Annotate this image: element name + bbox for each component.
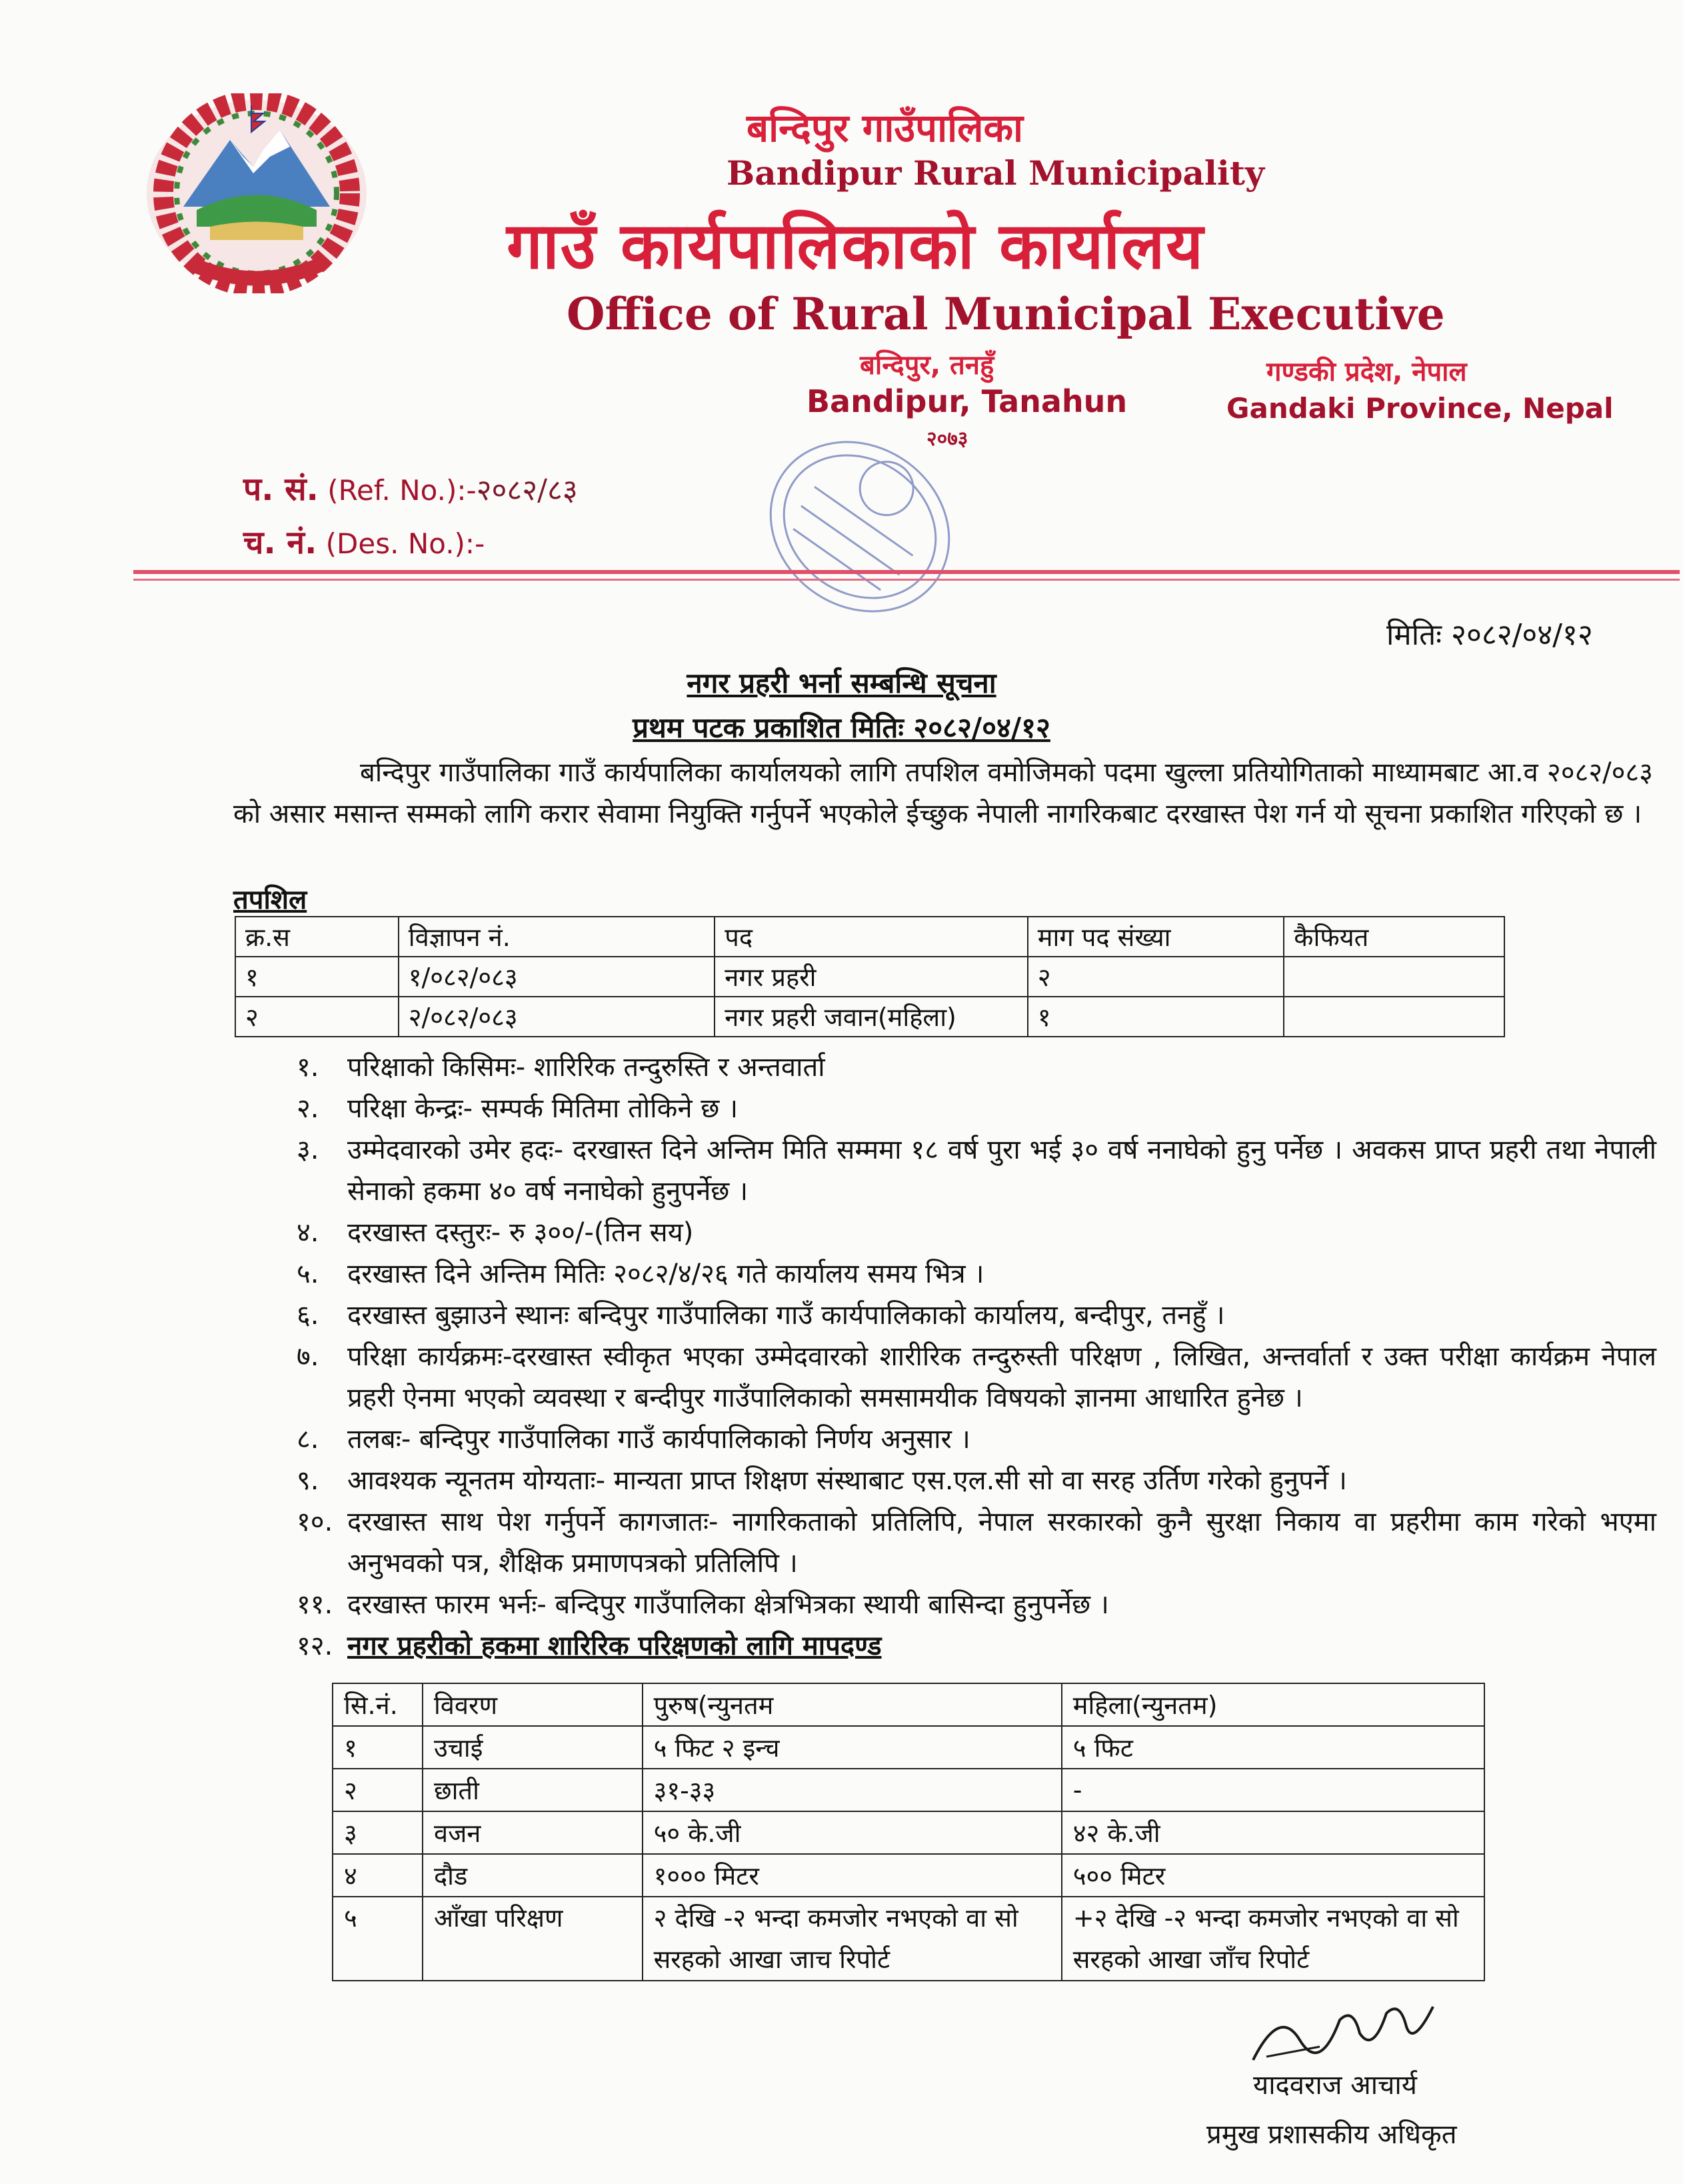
table-header-row xyxy=(333,1683,1484,1726)
item-number: ७. xyxy=(297,1341,319,1372)
table-row xyxy=(235,957,1504,997)
municipality-name-english: Bandipur Rural Municipality xyxy=(727,153,1265,193)
item-text: तलबः- बन्दिपुर गाउँपालिका गाउँ कार्यपालिकाको निर्णय अनुसार । xyxy=(347,1424,970,1455)
item-number: ४. xyxy=(297,1217,319,1248)
table-cell: ५ फिट २ इन्च xyxy=(643,1726,1062,1769)
table-cell: वजन xyxy=(423,1811,643,1854)
table-cell: छाती xyxy=(423,1769,643,1811)
item-text: परिक्षा कार्यक्रमः-दरखास्त स्वीकृत भएका उम्मेदवारको शारीरिक तन्दुरुस्ती परिक्षण , लिखित, अन्तर्वार्ता र उक्त परीक्षा कार्यक्रम नेपाल प्रहरी ऐनमा भएको व्यवस्था र बन्दीपुर गाउँपालिकाको समसामयीक विषयको ज्ञानमा आधारित हुनेछ । xyxy=(347,1341,1656,1413)
list-item xyxy=(297,1584,1656,1625)
table-cell: ५० के.जी xyxy=(643,1811,1062,1854)
table-cell: ५ xyxy=(333,1897,423,1981)
notice-date: मितिः २०८२/०४/१२ xyxy=(1386,618,1593,652)
conditions-list xyxy=(297,1047,1656,1667)
table-cell: नगर प्रहरी xyxy=(715,957,1028,997)
table-cell: दौड xyxy=(423,1854,643,1897)
table-cell xyxy=(1284,997,1504,1037)
table-row xyxy=(333,1769,1484,1811)
table-cell: १ xyxy=(333,1726,423,1769)
item-text: दरखास्त साथ पेश गर्नुपर्ने कागजातः- नागरिकताको प्रतिलिपि, नेपाल सरकारको कुनै सुरक्षा निकाय वा प्रहरीमा काम गरेको भएमा अनुभवको पत्र, शैक्षिक प्रमाणपत्रको प्रतिलिपि । xyxy=(347,1507,1656,1579)
notice-subtitle-text: प्रथम पटक प्रकाशित मितिः २०८२/०४/१२ xyxy=(633,711,1050,744)
table-cell: १ xyxy=(1028,997,1284,1037)
table-cell: उचाई xyxy=(423,1726,643,1769)
item-number: ६. xyxy=(297,1300,319,1331)
list-item xyxy=(297,1501,1656,1584)
table-cell: ५ फिट xyxy=(1062,1726,1484,1769)
table-row xyxy=(333,1854,1484,1897)
table-row xyxy=(235,997,1504,1037)
province-english: Gandaki Province, Nepal xyxy=(1226,392,1614,425)
province-nepali: गण्डकी प्रदेश, नेपाल xyxy=(1266,357,1467,387)
item-text: दरखास्त दिने अन्तिम मितिः २०८२/४/२६ गते कार्यालय समय भित्र । xyxy=(347,1259,984,1289)
dispatch-number xyxy=(243,520,485,563)
col-header: पुरुष(न्युनतम xyxy=(643,1683,1062,1726)
item-number: ११. xyxy=(297,1589,333,1620)
item-text: परिक्षाको किसिमः- शारिरिक तन्दुरुस्ति र अन्तवार्ता xyxy=(347,1052,825,1083)
list-item xyxy=(297,1295,1656,1336)
table-cell: ३१-३३ xyxy=(643,1769,1062,1811)
item-text: नगर प्रहरीको हकमा शारिरिक परिक्षणको लागि मापदण्ड xyxy=(347,1631,882,1661)
col-header: पद xyxy=(715,917,1028,957)
table-cell: +२ देखि -२ भन्दा कमजोर नभएको वा सो सरहको आखा जाँच रिपोर्ट xyxy=(1062,1897,1484,1981)
positions-table xyxy=(235,916,1505,1037)
item-number: २. xyxy=(297,1093,319,1124)
nepal-emblem xyxy=(137,93,377,293)
table-cell: आँखा परिक्षण xyxy=(423,1897,643,1981)
item-number: १०. xyxy=(297,1507,333,1537)
place-english: Bandipur, Tanahun xyxy=(807,383,1128,419)
item-number: ५. xyxy=(297,1259,319,1289)
list-item xyxy=(297,1088,1656,1129)
table-cell: २ xyxy=(235,997,399,1037)
list-item xyxy=(297,1212,1656,1253)
list-item xyxy=(297,1460,1656,1501)
table-cell: ४ xyxy=(333,1854,423,1897)
item-number: १२. xyxy=(297,1631,333,1661)
col-header: विज्ञापन नं. xyxy=(399,917,715,957)
office-stamp xyxy=(760,427,960,627)
table-cell: ३ xyxy=(333,1811,423,1854)
notice-title-text: नगर प्रहरी भर्ना सम्बन्धि सूचना xyxy=(687,667,996,699)
physical-standards-table xyxy=(332,1683,1485,1981)
item-text: दरखास्त दस्तुरः- रु ३००/-(तिन सय) xyxy=(347,1217,694,1248)
list-item xyxy=(297,1336,1656,1419)
table-cell: २/०८२/०८३ xyxy=(399,997,715,1037)
item-text: उम्मेदवारको उमेर हदः- दरखास्त दिने अन्तिम मिति सम्ममा १८ वर्ष पुरा भई ३० वर्ष ननाघेको हुनु पर्नेछ । अवकस प्राप्त प्रहरी तथा नेपाली सेनाको हकमा ४० वर्ष ननाघेको हुनुपर्नेछ । xyxy=(347,1135,1656,1207)
table-cell: ५०० मिटर xyxy=(1062,1854,1484,1897)
table-cell: - xyxy=(1062,1769,1484,1811)
table-cell: १ xyxy=(235,957,399,997)
ref-value: २०८२/८३ xyxy=(476,473,578,507)
municipality-name-nepali: बन्दिपुर गाउँपालिका xyxy=(747,105,1024,151)
col-header: माग पद संख्या xyxy=(1028,917,1284,957)
table-cell: नगर प्रहरी जवान(महिला) xyxy=(715,997,1028,1037)
item-number: ९. xyxy=(297,1465,319,1496)
intro-paragraph: बन्दिपुर गाउँपालिका गाउँ कार्यपालिका कार्यालयको लागि तपशिल वमोजिमको पदमा खुल्ला प्रतियोगिताको माध्यामबाट आ.व २०८२/०८३ को असार मसान्त सम्मको लागि करार सेवामा नियुक्ति गर्नुपर्ने भएकोले ईच्छुक नेपाली नागरिकबाट दरखास्त पेश गर्न यो सूचना प्रकाशित गरिएको छ । xyxy=(233,757,1653,829)
ref-label-nepali: प. सं. xyxy=(243,471,319,508)
table-row xyxy=(333,1897,1484,1981)
signatory-name: यादवराज आचार्य xyxy=(1253,2070,1417,2101)
table-cell: ४२ के.जी xyxy=(1062,1811,1484,1854)
office-name-nepali: गाउँ कार्यपालिकाको कार्यालय xyxy=(507,209,1205,283)
established-year: २०७३ xyxy=(926,427,968,451)
list-item xyxy=(297,1047,1656,1088)
des-label-nepali: च. नं. xyxy=(243,524,317,561)
place-nepali: बन्दिपुर, तनहुँ xyxy=(860,350,994,381)
table-cell: २ xyxy=(1028,957,1284,997)
table-cell: १००० मिटर xyxy=(643,1854,1062,1897)
list-item xyxy=(297,1129,1656,1212)
notice-title xyxy=(0,663,1683,701)
col-header: महिला(न्युनतम) xyxy=(1062,1683,1484,1726)
list-item xyxy=(297,1253,1656,1295)
header-divider xyxy=(133,570,1680,574)
reference-number xyxy=(243,467,578,510)
table-cell xyxy=(1284,957,1504,997)
table-row xyxy=(333,1726,1484,1769)
list-item xyxy=(297,1625,1656,1667)
col-header: कैफियत xyxy=(1284,917,1504,957)
signature-mark xyxy=(1240,1993,1453,2073)
header-divider-thin xyxy=(133,579,1680,581)
item-text: दरखास्त फारम भर्नः- बन्दिपुर गाउँपालिका क्षेत्रभित्रका स्थायी बासिन्दा हुनुपर्नेछ । xyxy=(347,1589,1109,1620)
signatory-designation: प्रमुख प्रशासकीय अधिकृत xyxy=(1206,2119,1457,2150)
item-text: दरखास्त बुझाउने स्थानः बन्दिपुर गाउँपालिका गाउँ कार्यपालिकाको कार्यालय, बन्दीपुर, तनहुँ । xyxy=(347,1300,1225,1331)
list-item xyxy=(297,1419,1656,1460)
item-number: १. xyxy=(297,1052,319,1083)
item-text: आवश्यक न्यूनतम योग्यताः- मान्यता प्राप्त शिक्षण संस्थाबाट एस.एल.सी सो वा सरह उर्तिण गरेको हुनुपर्ने । xyxy=(347,1465,1347,1496)
table-header-row xyxy=(235,917,1504,957)
table-cell: २ xyxy=(333,1769,423,1811)
col-header: क्र.स xyxy=(235,917,399,957)
item-text: परिक्षा केन्द्रः- सम्पर्क मितिमा तोकिने छ । xyxy=(347,1093,739,1124)
office-name-english: Office of Rural Municipal Executive xyxy=(567,288,1445,340)
notice-subtitle xyxy=(0,708,1683,746)
col-header: सि.नं. xyxy=(333,1683,423,1726)
col-header: विवरण xyxy=(423,1683,643,1726)
item-number: ३. xyxy=(297,1135,319,1165)
schedule-heading: तपशिल xyxy=(233,885,307,915)
item-number: ८. xyxy=(297,1424,319,1455)
table-cell: २ देखि -२ भन्दा कमजोर नभएको वा सो सरहको आखा जाच रिपोर्ट xyxy=(643,1897,1062,1981)
table-cell: १/०८२/०८३ xyxy=(399,957,715,997)
table-row xyxy=(333,1811,1484,1854)
des-label-english: (Des. No.):- xyxy=(325,527,485,560)
ref-label-english: (Ref. No.):- xyxy=(327,474,477,507)
